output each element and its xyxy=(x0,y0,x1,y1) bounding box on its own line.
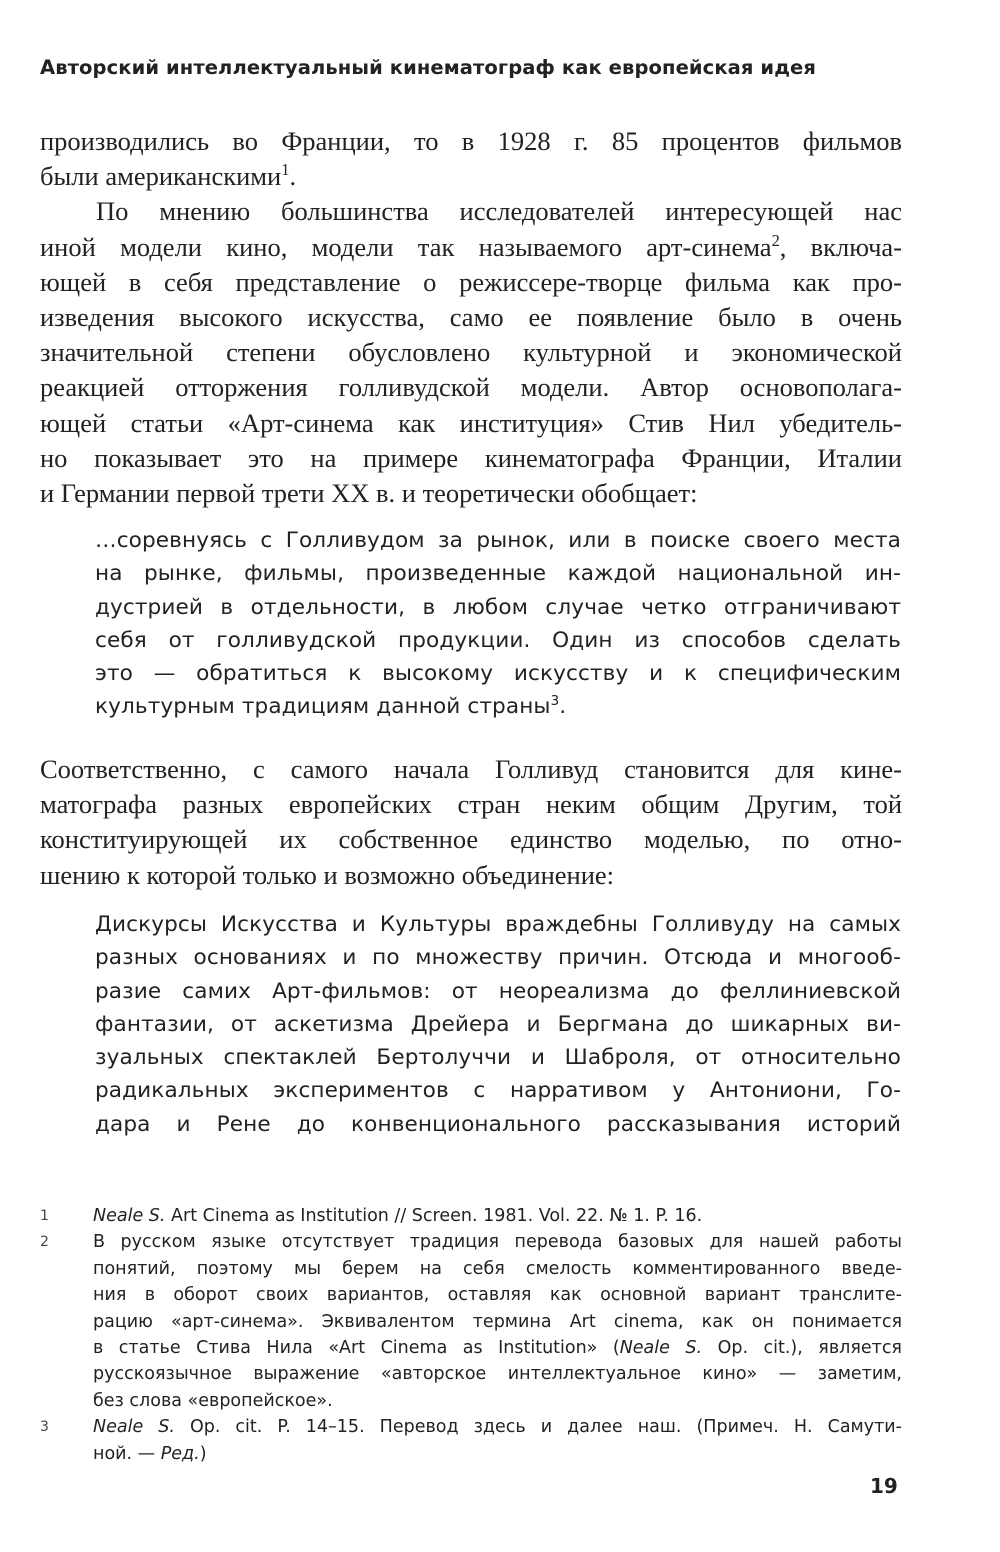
text-line: ющей в себя представление о режиссере-творце фильма как про- xyxy=(40,266,902,297)
quote-line: фантазии, от аскетизма Дрейера и Бергмана до шикарных ви- xyxy=(95,1011,901,1037)
text-line: и Германии первой трети XX в. и теоретически обобщает: xyxy=(40,477,698,508)
quote-line: Дискурсы Искусства и Культуры враждебны Голливуду на самых xyxy=(95,912,901,937)
quote-line: дустрией в отдельности, в любом случае четко отграничивают xyxy=(95,594,901,620)
footnote-line: без слова «европейское». xyxy=(93,1390,333,1411)
footnote-line: понятий, поэтому мы берем на себя смелость комментированного введе- xyxy=(93,1258,902,1279)
text-line: матографа разных европейских стран неким общим Другим, той xyxy=(40,789,902,820)
text-line: изведения высокого искусства, само ее появление было в очень xyxy=(40,301,902,332)
footnote-line: Neale S. Op. cit. P. 14–15. Перевод здесь и далее наш. (Примеч. Н. Самути- xyxy=(93,1417,902,1438)
footnote-line: ной. — Ред.) xyxy=(93,1443,207,1464)
quote-line: разие самих Арт-фильмов: от неореализма до феллиниевской xyxy=(95,978,901,1004)
block-quote-1 xyxy=(95,524,901,724)
footnote-1 xyxy=(40,1203,902,1229)
footnote-line: В русском языке отсутствует традиция перевода базовых для нашей работы xyxy=(93,1232,902,1253)
text-line: но показывает это на примере кинематографа Франции, Италии xyxy=(40,442,902,473)
quote-line: …соревнуясь с Голливудом за рынок, или в поиске своего места xyxy=(95,528,901,553)
footnote-ref[interactable]: 1 xyxy=(281,160,290,180)
footnote-number: 3 xyxy=(40,1419,49,1436)
text-line: По мнению большинства исследователей интересующей нас xyxy=(96,196,902,227)
text-line: шению к которой только и возможно объединение: xyxy=(40,859,615,890)
footnote-line: рацию «арт-синема». Эквивалентом термина Art cinema, как он понимается xyxy=(93,1311,902,1332)
quote-line: на рынке, фильмы, произведенные каждой национальной ин- xyxy=(95,561,901,587)
running-head: Авторский интеллектуальный кинематограф как европейская идея xyxy=(40,56,816,79)
footnote-line: в статье Стива Нила «Art Cinema as Institution» (Neale S. Op. cit.), является xyxy=(93,1337,902,1358)
text-line: производились во Франции, то в 1928 г. 85 процентов фильмов xyxy=(40,126,902,156)
page-number: 19 xyxy=(870,1474,898,1498)
text-line: Соответственно, с самого начала Голливуд становится для кине- xyxy=(40,754,902,784)
text-line: ющей статьи «Арт-синема как институция» Стив Нил убедитель- xyxy=(40,407,902,438)
footnote-ref[interactable]: 3 xyxy=(550,694,560,710)
footnote-line: ния в оборот своих вариантов, оставляя как основной вариант транслите- xyxy=(93,1285,902,1306)
quote-line: дара и Рене до конвенционального рассказывания историй xyxy=(95,1111,901,1137)
footnote-number: 2 xyxy=(40,1234,49,1251)
footnote-number: 1 xyxy=(40,1208,49,1224)
text-line: иной модели кино, модели так называемого арт-синема$^2$, включа- xyxy=(40,230,902,262)
body-paragraph-3 xyxy=(40,752,902,893)
text-line: конституирующей их собственное единство моделью, по отно- xyxy=(40,824,902,855)
footnotes xyxy=(40,1203,902,1467)
quote-line: зуальных спектаклей Бертолуччи и Шаброля, от относительно xyxy=(95,1045,901,1071)
body-paragraphs xyxy=(40,124,902,511)
quote-line: себя от голливудской продукции. Один из способов сделать xyxy=(95,627,901,653)
block-quote-2 xyxy=(95,908,901,1141)
quote-line: культурным традициям данной страны$^3$. xyxy=(95,694,567,720)
footnote-2 xyxy=(40,1229,902,1414)
quote-line: разных основаниях и по множеству причин. Отсюда и многооб- xyxy=(95,945,901,971)
text-line: реакцией отторжения голливудской модели. Автор основополага- xyxy=(40,372,902,403)
footnote-3 xyxy=(40,1414,902,1467)
text-line: были американскими$^1$. xyxy=(40,160,297,192)
quote-line: это — обратиться к высокому искусству и к специфическим xyxy=(95,661,901,687)
quote-line: радикальных экспериментов с нарративом у Антониони, Го- xyxy=(95,1078,901,1104)
footnote-ref[interactable]: 2 xyxy=(771,230,780,250)
footnote-line: Neale S. Art Cinema as Institution // Screen. 1981. Vol. 22. № 1. P. 16. xyxy=(93,1206,703,1226)
footnote-line: русскоязычное выражение «авторское интеллектуальное кино» — заметим, xyxy=(93,1364,902,1385)
text-line: значительной степени обусловлено культурной и экономической xyxy=(40,337,902,368)
